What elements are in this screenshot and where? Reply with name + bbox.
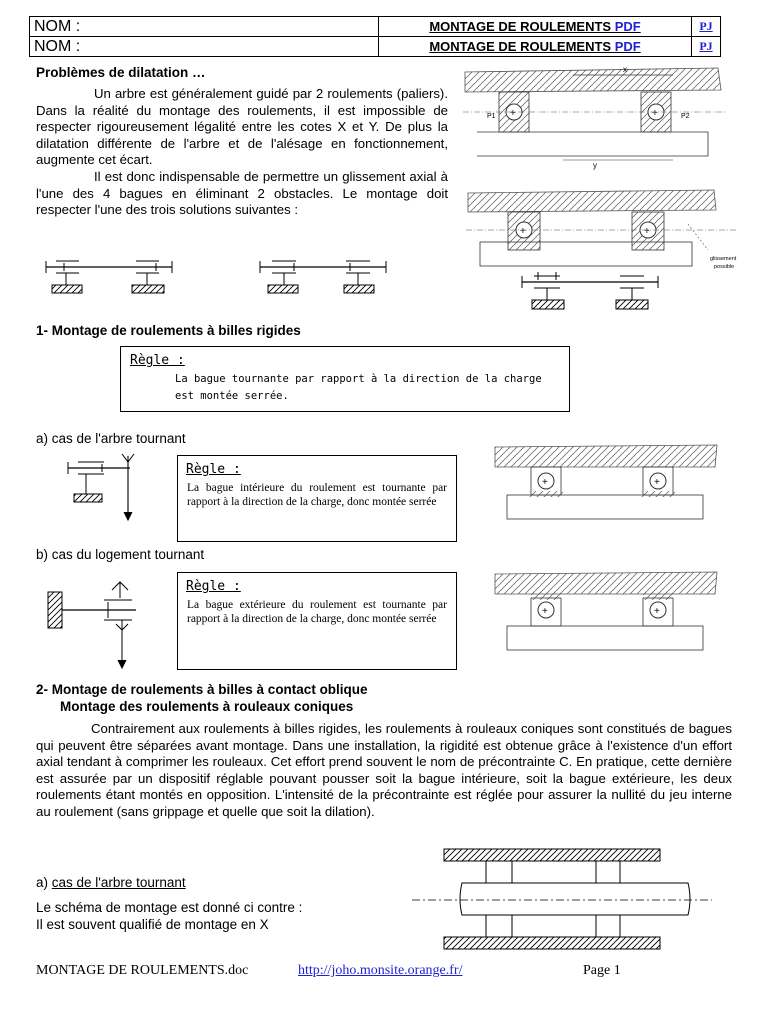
svg-text:+: + (654, 606, 660, 617)
rule-title: Règle : (130, 353, 185, 368)
svg-text:+: + (652, 108, 658, 119)
arbre-tournant-schema (64, 452, 144, 524)
pj-link[interactable]: PJ (692, 37, 721, 57)
svg-text:+: + (510, 108, 516, 119)
section-2-subtitle: Montage des roulements à rouleaux coniques (60, 699, 354, 714)
bearing-assembly-figure (463, 60, 725, 178)
arbre-tournant-figure (493, 443, 719, 529)
case-b-heading: b) cas du logement tournant (36, 547, 205, 562)
logement-tournant-schema (44, 578, 144, 670)
rule-title: Règle : (186, 462, 241, 477)
name-label: NOM : (30, 17, 379, 37)
section-2-case-a: a) cas de l'arbre tournant (36, 875, 186, 890)
intro-paragraph-1: Un arbre est généralement guidé par 2 roulements (paliers). Dans la réalité du montage des roulements, il est impossible de respecter rigoureusement légalité entre les cotes X et Y. De plus la dilatation différente de l'arbre et de l'alésage en fonctionnement, augmente cet écart. (36, 86, 448, 167)
pdf-link[interactable]: PDF (614, 39, 641, 54)
rule-box-logement (177, 572, 457, 670)
doc-title: MONTAGE DE ROULEMENTS PDF (379, 17, 692, 37)
pj-link[interactable]: PJ (692, 17, 721, 37)
schema-line-2: Il est souvent qualifié de montage en X (36, 917, 269, 932)
dim-y-label: y (593, 161, 597, 170)
pdf-link[interactable]: PDF (614, 19, 641, 34)
intro-paragraph-2: Il est donc indispensable de permettre un glissement axial à l'une des 4 bagues en éliminant 2 obstacles. Le montage doit respecter l'une des trois solutions suivantes : (36, 169, 448, 217)
housing-top (465, 68, 721, 92)
case-a-heading: a) cas de l'arbre tournant (36, 431, 186, 446)
rule-text: La bague extérieure du roulement est tournante par rapport à la direction de la charge, donc montée serrée (187, 599, 447, 625)
footer-page-number: Page 1 (583, 963, 621, 978)
schema-line-1: Le schéma de montage est donné ci contre : (36, 900, 303, 915)
rule-text: La bague intérieure du roulement est tournante par rapport à la direction de la charge, donc montée serrée (187, 482, 447, 508)
possible-label: possible (714, 264, 735, 270)
header-row (30, 17, 721, 37)
section-2-paragraph: Contrairement aux roulements à billes rigides, les roulements à rouleaux coniques sont constitués de bagues qui peuvent être séparées avant montage. Dans une installation, la rigidité est obtenue grâce à l'existence d'un effort axial tendant à comprimer les rouleaux. Cet effort prend souvent le nom de précontrainte C. En pratique, cette dernière est assurée par un dispositif réglable pouvant pousser soit la bague intérieure, soit la bague extérieure, les deux roulements étant montés en opposition. L'intensité de la précontrainte est réglée pour assurer la nullité du jeu interne au roulement (sans grippage et quelle que soit la dilation). (36, 721, 732, 819)
svg-text:+: + (542, 606, 548, 617)
intro-heading: Problèmes de dilatation … (36, 65, 206, 80)
solution-schema-2 (258, 255, 388, 295)
svg-text:+: + (644, 226, 650, 237)
svg-text:+: + (542, 477, 548, 488)
solution-schema-1 (44, 255, 174, 295)
p2-label: P2 (681, 113, 690, 120)
sliding-bearing-figure (466, 188, 738, 280)
logement-tournant-figure (493, 570, 719, 658)
header-row (30, 37, 721, 57)
p1-label: P1 (487, 113, 496, 120)
footer-filename: MONTAGE DE ROULEMENTS.doc (36, 963, 249, 978)
dim-x-label: x (623, 65, 627, 74)
montage-x-figure (412, 845, 742, 955)
footer-url-link[interactable]: http://joho.monsite.orange.fr/ (298, 963, 463, 978)
svg-text:+: + (520, 226, 526, 237)
section-2-title: 2- Montage de roulements à billes à contact oblique (36, 682, 368, 697)
glissement-label: glissement (710, 256, 737, 262)
name-label: NOM : (30, 37, 379, 57)
rule-box-arbre (177, 455, 457, 542)
rule-text: La bague tournante par rapport à la direction de la charge est montée serrée. (175, 373, 542, 402)
section-1-title: 1- Montage de roulements à billes rigides (36, 323, 301, 338)
svg-text:+: + (654, 477, 660, 488)
rule-box-general (120, 346, 570, 412)
doc-title: MONTAGE DE ROULEMENTS PDF (379, 37, 692, 57)
rule-title: Règle : (186, 579, 241, 594)
header-table (29, 16, 721, 57)
solution-schema-3 (520, 268, 660, 312)
